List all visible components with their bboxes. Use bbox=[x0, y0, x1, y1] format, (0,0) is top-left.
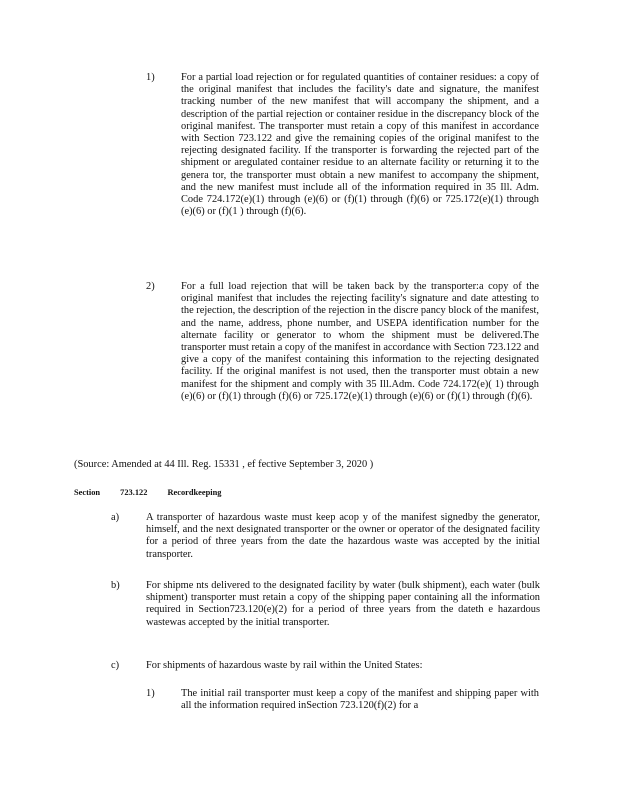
subsection-a-text: A transporter of hazardous waste must keep acop y of the manifest signedby the generator, himself, and the next designated transporter or the owner or operator of the designated facility for a period of three years from the date the hazardous waste was accepted by the initial transporter. bbox=[146, 512, 540, 560]
item-2-marker: 2) bbox=[146, 281, 155, 292]
section-number: 723.122 bbox=[120, 488, 148, 497]
subsection-a-marker: a) bbox=[111, 512, 120, 523]
section-title: Recordkeeping bbox=[167, 488, 222, 497]
subsection-c-text: For shipments of hazardous waste by rail within the United States: bbox=[146, 660, 423, 671]
subsection-b-marker: b) bbox=[111, 580, 120, 591]
subsection-b-text: For shipme nts delivered to the designated facility by water (bulk shipment), each water (bulk shipment) transporter must retain a copy of the shipping paper containing all the information required in Section723.120(e)(2) for a period of three years from the dateth e hazardous wastewas accepted by the initial transporter. bbox=[146, 580, 540, 628]
subsection-c1-marker: 1) bbox=[146, 688, 155, 699]
item-2-text: For a full load rejection that will be taken back by the transporter:a copy of the original manifest that includes the rejecting facility's signature and date attesting to the rejection, the description of the rejection in the discre pancy block of the manifest, and the name, address, phone number, and USEPA identification number for the alternate facility or generator to whom the shipment must be delivered.The transporter must retain a copy of the manifest in accordance with Section 723.122 and give a copy of the manifest containing this information to the rejecting designated facility. If the original manifest is not used, then the transporter must obtain a new manifest for the shipment and comply with 35 Ill.Adm. Code 724.172(e)( 1) through (e)(6) or (f)(1) through (f)(6) or 725.172(e)(1) through (e)(6) or (f)(1) through (f)(6). bbox=[181, 281, 539, 402]
subsection-c-marker: c) bbox=[111, 660, 120, 671]
section-label: Section bbox=[74, 488, 101, 497]
item-1-marker: 1) bbox=[146, 72, 155, 83]
subsection-c1-text: The initial rail transporter must keep a copy of the manifest and shipping paper with all the information required inSection 723.120(f)(2) for a bbox=[181, 688, 539, 712]
source-note: (Source: Amended at 44 Ill. Reg. 15331 , ef fective September 3, 2020 ) bbox=[74, 459, 374, 470]
section-heading bbox=[74, 488, 239, 498]
item-1-text: For a partial load rejection or for regulated quantities of container residues: a copy of the original manifest that includes the facility's date and signature, the manifest tracking number of the new manifest that will accompany the shipment, and a description of the partial rejection or container residue in the discrepancy block of the original manifest. The transporter must retain a copy of this manifest in accordance with Section 723.122 and give the remaining copies of the original manifest to the rejecting designated facility. If the transporter is forwarding the rejected part of the shipment or aregulated container residue to an alternate facility or returning it to the genera tor, the transporter must obtain a new manifest to accompany the shipment, and the new manifest must include all of the information required in 35 Ill. Adm. Code 724.172(e)(1) through (e)(6) or (f)(1) through (f)(6) or 725.172(e)(1) through (e)(6) or (f)(1 ) through (f)(6). bbox=[181, 72, 539, 218]
